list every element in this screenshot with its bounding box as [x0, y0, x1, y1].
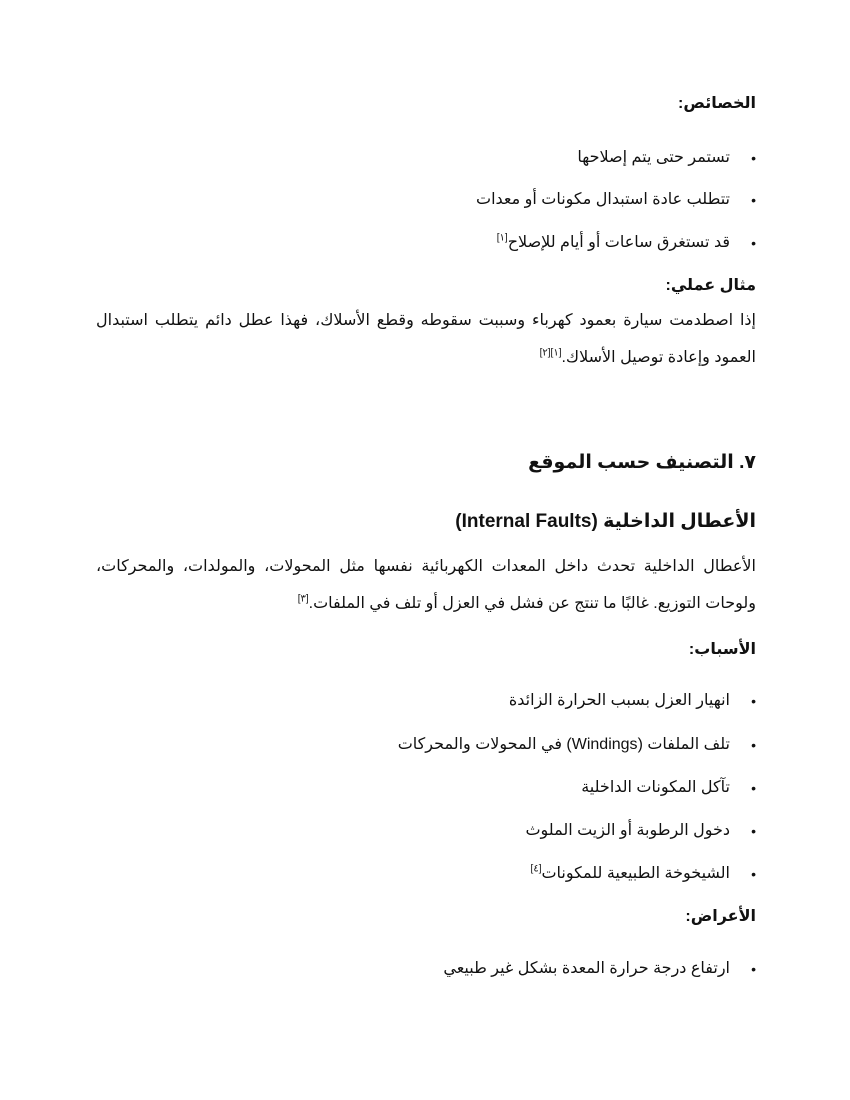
- list-item-text: [497, 233, 730, 253]
- list-item: [96, 778, 756, 798]
- list-item: [96, 691, 756, 711]
- list-item-text: تتطلب عادة استبدال مكونات أو معدات: [476, 191, 730, 208]
- list-item-text: دخول الرطوبة أو الزيت الملوث: [525, 822, 730, 839]
- causes-label: الأسباب:: [688, 641, 756, 658]
- example-text: إذا اصطدمت سيارة بعمود كهرباء وسببت سقوطه وقطع الأسلاك، فهذا عطل دائم يتطلب استبدال العمود وإعادة توصيل الأسلاك.: [96, 312, 756, 366]
- bullet-icon: •: [751, 192, 756, 208]
- list-item: [96, 190, 756, 210]
- bullet-icon: •: [751, 780, 756, 796]
- list-item: [96, 821, 756, 841]
- list-item-body: الشيخوخة الطبيعية للمكونات: [541, 865, 730, 882]
- list-item-text: تآكل المكونات الداخلية: [581, 779, 730, 796]
- list-item: [96, 959, 756, 979]
- subsection-heading: الأعطال الداخلية (Internal Faults): [455, 511, 756, 532]
- example-label: مثال عملي:: [665, 277, 756, 294]
- symptoms-label: الأعراض:: [685, 908, 756, 925]
- list-item-body: قد تستغرق ساعات أو أيام للإصلاح: [507, 234, 730, 251]
- characteristics-label: الخصائص:: [678, 95, 756, 112]
- intro-paragraph: [96, 548, 756, 622]
- bullet-icon: •: [751, 737, 756, 753]
- footnote-ref[interactable]: [١]: [496, 232, 508, 244]
- footnote-ref[interactable]: [١][٢]: [539, 347, 562, 359]
- list-item-text: تلف الملفات (Windings) في المحولات والمحركات: [397, 736, 730, 753]
- bullet-icon: •: [751, 866, 756, 882]
- bullet-icon: •: [751, 150, 756, 166]
- section-heading: ٧. التصنيف حسب الموقع: [528, 452, 756, 473]
- list-item-text: ارتفاع درجة حرارة المعدة بشكل غير طبيعي: [443, 960, 730, 977]
- example-paragraph: [96, 302, 756, 376]
- footnote-ref[interactable]: [٣]: [297, 593, 309, 605]
- bullet-icon: •: [751, 823, 756, 839]
- bullet-icon: •: [751, 961, 756, 977]
- bullet-icon: •: [751, 235, 756, 251]
- bullet-icon: •: [751, 693, 756, 709]
- list-item-text: انهيار العزل بسبب الحرارة الزائدة: [508, 692, 730, 709]
- list-item-text: تستمر حتى يتم إصلاحها: [577, 149, 730, 166]
- list-item: [96, 148, 756, 168]
- list-item: [96, 233, 756, 253]
- list-item-text: [531, 864, 730, 884]
- document-page: [96, 0, 756, 1100]
- list-item: [96, 864, 756, 884]
- footnote-ref[interactable]: [٤]: [530, 863, 542, 875]
- intro-text: الأعطال الداخلية تحدث داخل المعدات الكهربائية نفسها مثل المحولات، والمولدات، والمحركات، ولوحات التوزيع. غالبًا ما تنتج عن فشل في العزل أو تلف في الملفات.: [96, 558, 757, 612]
- list-item: [96, 735, 756, 755]
